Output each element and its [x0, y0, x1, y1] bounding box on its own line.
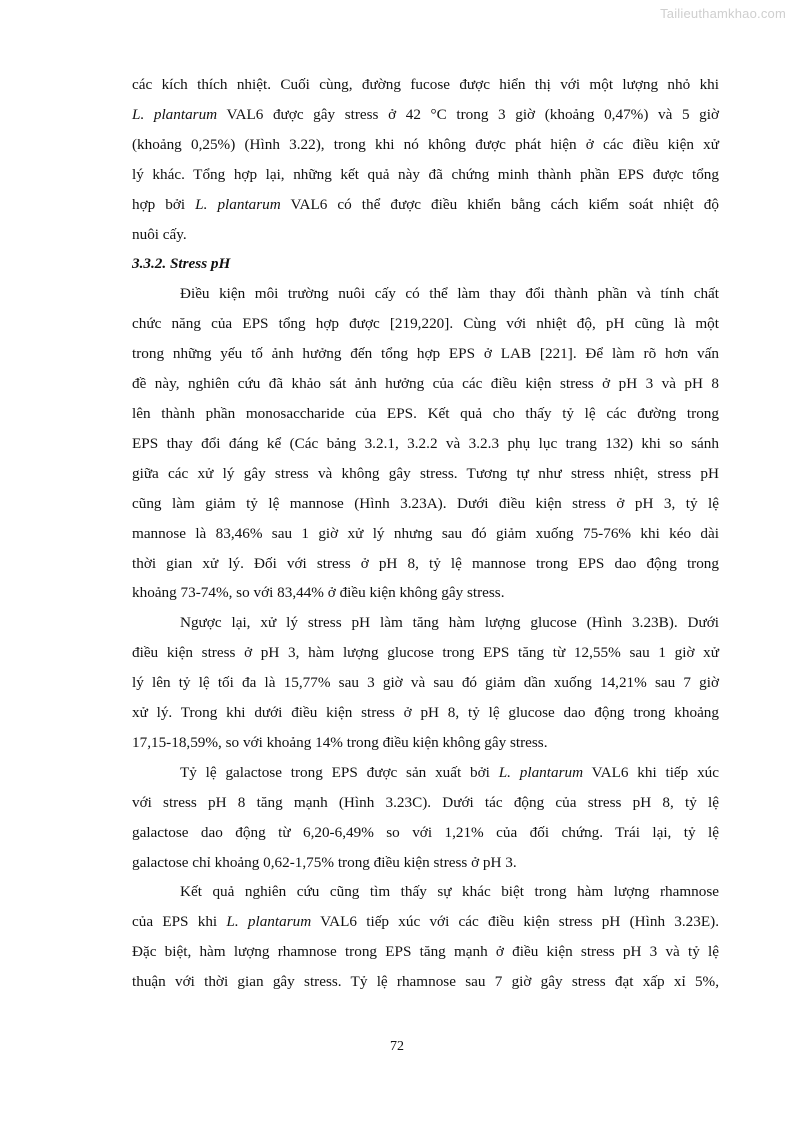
text-line: cũng làm giảm tỷ lệ mannose (Hình 3.23A). Dưới điều kiện stress ở pH 3, tỷ lệ — [132, 494, 719, 512]
text-line: giữa các xử lý gây stress và không gây stress. Tương tự như stress nhiệt, stress pH — [132, 464, 719, 482]
text-line: Điều kiện môi trường nuôi cấy có thể làm thay đổi thành phần và tính chất — [180, 285, 719, 303]
text-line: đề này, nghiên cứu đã khảo sát ảnh hưởng của các điều kiện stress ở pH 3 và pH 8 — [132, 375, 719, 393]
paragraph-temperature-fucose — [132, 70, 719, 249]
text-line: lý khác. Tổng hợp lại, những kết quả này đã chứng minh thành phần EPS được tổng — [132, 165, 719, 183]
paragraph-ph-glucose — [132, 608, 719, 758]
text-line: trong những yếu tố ảnh hưởng đến tổng hợp EPS ở LAB [221]. Để làm rõ hơn vấn — [132, 345, 719, 363]
text-line: Tỷ lệ galactose trong EPS được sản xuất bởi L. plantarum VAL6 khi tiếp xúc — [180, 763, 719, 781]
page-number: 72 — [390, 1039, 404, 1054]
text-line: nuôi cấy. — [132, 225, 187, 243]
paragraph-ph-galactose — [132, 758, 719, 878]
text-line: xử lý. Trong khi dưới điều kiện stress ở pH 8, tỷ lệ glucose dao động trong khoảng — [132, 704, 719, 722]
text-line: chức năng của EPS tổng hợp được [219,220]. Cùng với nhiệt độ, pH cũng là một — [132, 315, 719, 333]
document-body — [132, 70, 719, 997]
section-heading: 3.3.2. Stress pH — [132, 255, 231, 273]
text-line: EPS thay đổi đáng kể (Các bảng 3.2.1, 3.2.2 và 3.2.3 phụ lục trang 132) khi so sánh — [132, 434, 719, 452]
text-line: điều kiện stress ở pH 3, hàm lượng glucose trong EPS tăng từ 12,55% sau 1 giờ xử — [132, 644, 719, 662]
text-line: (khoảng 0,25%) (Hình 3.22), trong khi nó không được phát hiện ở các điều kiện xử — [132, 135, 719, 153]
paragraph-ph-rhamnose — [132, 877, 719, 997]
text-line: Kết quả nghiên cứu cũng tìm thấy sự khác biệt trong hàm lượng rhamnose — [180, 883, 719, 901]
text-line: khoảng 73-74%, so với 83,44% ở điều kiện không gây stress. — [132, 584, 505, 602]
text-line: galactose chỉ khoảng 0,62-1,75% trong điều kiện stress ở pH 3. — [132, 853, 517, 871]
text-line: galactose dao động từ 6,20-6,49% so với 1,21% của đối chứng. Trái lại, tỷ lệ — [132, 823, 719, 841]
text-line: thuận với thời gian gây stress. Tỷ lệ rhamnose sau 7 giờ gây stress đạt xấp xỉ 5%, — [132, 973, 719, 991]
text-line: hợp bởi L. plantarum VAL6 có thể được điều khiển bằng cách kiểm soát nhiệt độ — [132, 195, 719, 213]
text-line: các kích thích nhiệt. Cuối cùng, đường fucose được hiển thị với một lượng nhỏ khi — [132, 76, 719, 93]
text-line: với stress pH 8 tăng mạnh (Hình 3.23C). Dưới tác động của stress pH 8, tỷ lệ — [132, 793, 719, 811]
text-line: của EPS khi L. plantarum VAL6 tiếp xúc với các điều kiện stress pH (Hình 3.23E). — [132, 913, 720, 931]
watermark-text: Tailieuthamkhao.com — [660, 6, 786, 21]
text-line: 17,15-18,59%, so với khoảng 14% trong điều kiện không gây stress. — [132, 733, 548, 751]
text-line: Ngược lại, xử lý stress pH làm tăng hàm lượng glucose (Hình 3.23B). Dưới — [180, 614, 719, 632]
text-line: Đặc biệt, hàm lượng rhamnose trong EPS tăng mạnh ở điều kiện stress pH 3 và tỷ lệ — [132, 943, 719, 961]
paragraph-ph-mannose — [132, 279, 719, 608]
text-line: thời gian xử lý. Đối với stress ở pH 8, tỷ lệ mannose trong EPS dao động trong — [132, 554, 719, 572]
text-line: L. plantarum VAL6 được gây stress ở 42 °C trong 3 giờ (khoảng 0,47%) và 5 giờ — [132, 105, 719, 123]
text-line: lên thành phần monosaccharide của EPS. Kết quả cho thấy tỷ lệ các đường trong — [132, 404, 719, 422]
text-line: lý lên tỷ lệ tối đa là 15,77% sau 3 giờ và sau đó giảm dần xuống 14,21% sau 7 giờ — [132, 674, 719, 692]
text-line: mannose là 83,46% sau 1 giờ xử lý nhưng sau đó giảm xuống 75-76% khi kéo dài — [132, 524, 719, 542]
